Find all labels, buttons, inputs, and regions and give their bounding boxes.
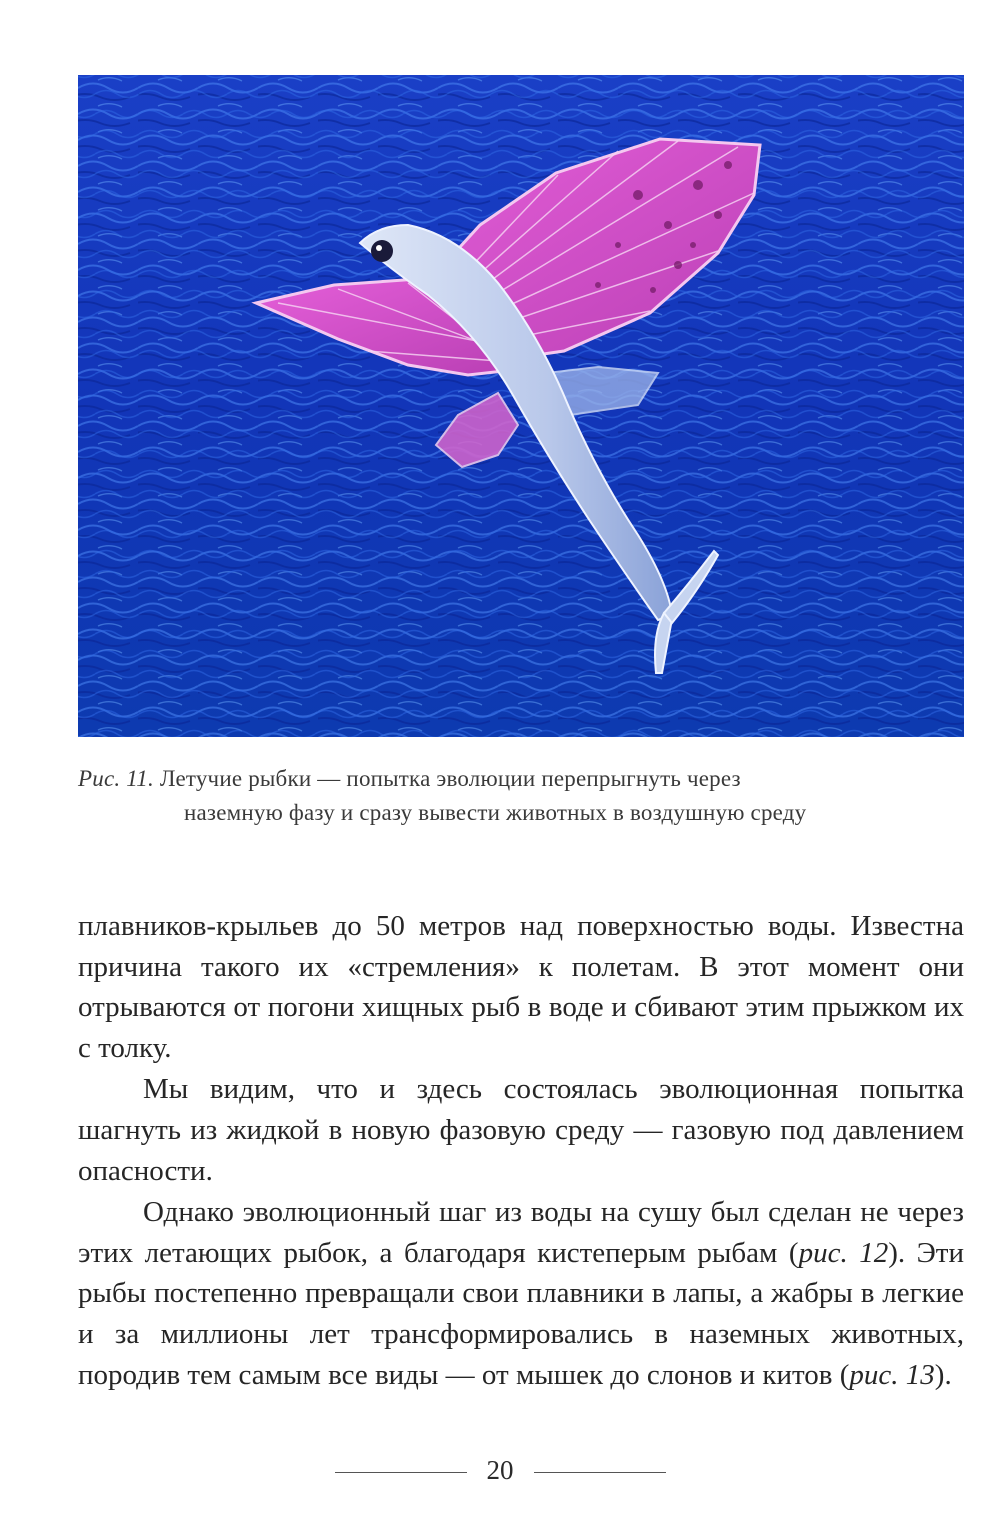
caption-text-1: Летучие рыбки — попытка эволюции перепрыгнуть через (159, 766, 741, 791)
paragraph-3-part-a: Однако эволюционный шаг из воды на сушу был сделан не через этих летающих рыбок, а благодаря кистеперым рыбам ( (78, 1196, 964, 1269)
paragraph-3-part-c: ). (934, 1358, 952, 1391)
page-footer (0, 1455, 1000, 1486)
figure-ref-13: рис. 13 (849, 1358, 935, 1391)
footer-rule-left (335, 1472, 467, 1473)
figure-caption (78, 762, 964, 830)
caption-label: Рис. 11. (78, 766, 154, 791)
paragraph-1: плавников-крыльев до 50 метров над поверхностью воды. Известна причина такого их «стремления» к полетам. В этот момент они отрываются от погони хищных рыб в воде и сбивают этим прыжком их с толку. (78, 910, 964, 1064)
figure-ref-12: рис. 12 (798, 1236, 889, 1269)
flying-fish-illustration (78, 75, 964, 737)
body-text (78, 906, 964, 1395)
page-number: 20 (486, 1455, 514, 1485)
flying-fish-photo (78, 75, 964, 737)
paragraph-2: Мы видим, что и здесь состоялась эволюционная попытка шагнуть из жидкой в новую фазовую среду — газовую под давлением опасности. (78, 1073, 964, 1187)
paragraph-3 (78, 1192, 964, 1395)
paragraph-3-part-b: ). Эти рыбы постепенно превращали свои плавники в лапы, а жабры в легкие и за миллионы лет трансформировались в наземных животных, породив тем самым все виды — от мышек до слонов и китов ( (78, 1236, 965, 1391)
caption-text-2: наземную фазу и сразу вывести животных в воздушную среду (184, 800, 807, 825)
footer-rule-right (534, 1472, 666, 1473)
caption-line-1 (78, 762, 964, 796)
